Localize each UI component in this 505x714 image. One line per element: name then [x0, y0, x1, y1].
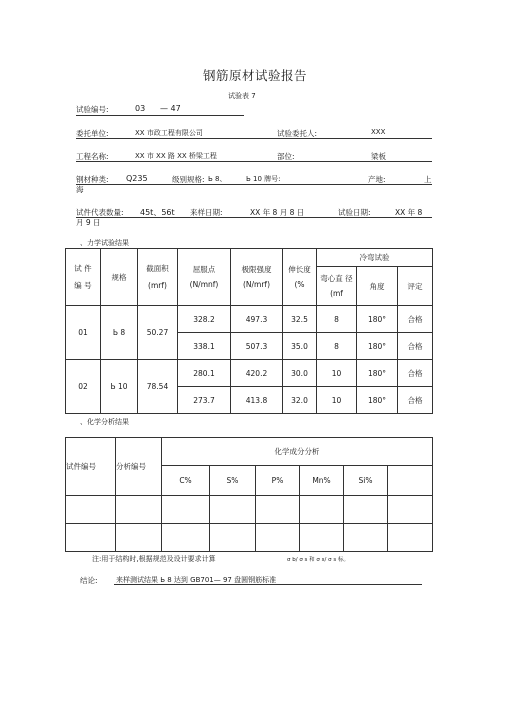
tensile-value: 413.8 [231, 387, 283, 414]
header-angle: 角度 [357, 267, 398, 306]
yield-value: 338.1 [178, 333, 231, 360]
table-row [66, 496, 433, 524]
rating-value: 合格 [398, 387, 433, 414]
header-bend-dia-a: 弯心直 径 [320, 274, 353, 283]
note-text: 注:用于结构时,根据规范及设计要求计算 [92, 555, 216, 563]
header-yield-b: (N/mnf) [189, 280, 219, 289]
chem-header-si: Si% [344, 466, 388, 496]
rating-value: 合格 [398, 360, 433, 387]
test-no-underline [76, 115, 244, 116]
header-elong-a: 伸长度 [288, 265, 311, 274]
grade-value: Ь 10 牌号: [246, 175, 281, 183]
test-date-label: 试验日期: [338, 208, 371, 217]
chem-cell [66, 524, 116, 552]
header-rating: 评定 [398, 267, 433, 306]
rating-value: 合格 [398, 333, 433, 360]
chem-cell [256, 524, 300, 552]
chem-header-blank [388, 466, 433, 496]
chem-table [65, 437, 433, 552]
elongation-value: 32.0 [283, 387, 317, 414]
chem-cell [300, 524, 344, 552]
header-yield-a: 屈服点 [192, 265, 216, 274]
header-tensile-a: 极限强度 [241, 265, 272, 274]
quantity-value: 45t、56t [140, 208, 175, 217]
tensile-value: 420.2 [231, 360, 283, 387]
quantity-label: 试件代表数量: [76, 208, 124, 217]
header-yield [178, 249, 231, 306]
conclusion-underline [114, 584, 422, 585]
header-specimen-b: 编 号 [74, 281, 92, 290]
header-bend-diameter [317, 267, 357, 306]
specimen-id: 02 [66, 360, 101, 414]
header-specimen [66, 249, 101, 306]
yield-value: 280.1 [178, 360, 231, 387]
chem-header-s: S% [210, 466, 256, 496]
spec-label: 级别规格: [172, 175, 205, 184]
origin-value-a: 上 [424, 175, 432, 184]
elongation-value: 32.5 [283, 306, 317, 333]
header-specimen-a: 试 件 [74, 264, 92, 273]
mech-table [65, 248, 433, 414]
chem-header-specimen: 试件编号 [66, 438, 116, 496]
test-date-value-b: 月 9 日 [76, 218, 101, 227]
specimen-id: 01 [66, 306, 101, 360]
project-label: 工程名称: [76, 152, 109, 161]
part-label: 部位: [277, 152, 295, 161]
bend-diameter-value: 8 [317, 306, 357, 333]
specimen-area: 78.54 [138, 360, 178, 414]
quantity-underline [76, 217, 432, 218]
client-underline [76, 138, 432, 139]
angle-value: 180° [357, 306, 398, 333]
project-value: XX 市 XX 路 XX 桥梁工程 [135, 152, 217, 160]
chem-header-mn: Mn% [300, 466, 344, 496]
angle-value: 180° [357, 387, 398, 414]
table-row [66, 360, 433, 387]
steel-label: 钢材种类: [76, 175, 109, 184]
conclusion-label: 结论: [80, 576, 98, 585]
specimen-area: 50.27 [138, 306, 178, 360]
chem-cell [256, 496, 300, 524]
angle-value: 180° [357, 360, 398, 387]
origin-value-b: 海 [76, 185, 84, 194]
bend-diameter-value: 10 [317, 387, 357, 414]
header-area-b: (mrf) [148, 281, 167, 290]
steel-underline [76, 184, 432, 185]
note-formula: σ b/ σ s 和 σ s/ σ s 标。 [287, 557, 349, 563]
table-row [66, 524, 433, 552]
bend-diameter-value: 8 [317, 333, 357, 360]
commissioner-value: XXX [371, 128, 386, 136]
chem-cell [210, 496, 256, 524]
chem-cell [388, 524, 433, 552]
chem-cell [210, 524, 256, 552]
chem-cell [300, 496, 344, 524]
sample-date-value: XX 年 8 月 8 日 [250, 208, 305, 217]
origin-label: 产地: [368, 175, 386, 184]
header-tensile [231, 249, 283, 306]
chem-cell [66, 496, 116, 524]
commissioner-label: 试验委托人: [277, 129, 318, 138]
header-elongation [283, 249, 317, 306]
yield-value: 273.7 [178, 387, 231, 414]
header-spec: 规格 [101, 249, 138, 306]
chem-cell [116, 496, 162, 524]
table-row [66, 306, 433, 333]
header-tensile-b: (N/mrf) [242, 280, 271, 289]
elongation-value: 30.0 [283, 360, 317, 387]
test-no-value-a: 03 [135, 104, 146, 113]
client-value: XX 市政工程有限公司 [135, 129, 203, 137]
header-bend-dia-b: (mf [330, 289, 343, 298]
rating-value: 合格 [398, 306, 433, 333]
angle-value: 180° [357, 333, 398, 360]
chem-section-title: 、化学分析结果 [80, 418, 129, 426]
chem-header-analysis-no: 分析编号 [116, 438, 162, 496]
report-title: 钢筋原材试验报告 [203, 68, 308, 83]
conclusion-value: 来样测试结果 Ь 8 达到 GB701— 97 盘圆钢筋标准 [116, 576, 277, 584]
specimen-spec: Ь 8 [101, 306, 138, 360]
chem-cell [162, 524, 210, 552]
yield-value: 328.2 [178, 306, 231, 333]
mech-section-title: 、力学试验结果 [80, 239, 129, 247]
chem-cell [162, 496, 210, 524]
test-no-label: 试验编号: [76, 105, 109, 114]
elongation-value: 35.0 [283, 333, 317, 360]
chem-header-c: C% [162, 466, 210, 496]
tensile-value: 507.3 [231, 333, 283, 360]
part-value: 梁板 [371, 152, 386, 161]
client-label: 委托单位: [76, 129, 109, 138]
header-bend-test: 冷弯试验 [317, 249, 433, 267]
header-area [138, 249, 178, 306]
chem-cell [344, 524, 388, 552]
chem-header-group: 化学成分分析 [162, 438, 433, 466]
header-area-a: 截面积 [146, 264, 169, 273]
test-no-value-b: — 47 [160, 104, 181, 113]
steel-value: Q235 [126, 174, 148, 183]
specimen-spec: Ь 10 [101, 360, 138, 414]
chem-cell [344, 496, 388, 524]
tensile-value: 497.3 [231, 306, 283, 333]
project-underline [76, 161, 432, 162]
sample-date-label: 来样日期: [190, 208, 223, 217]
chem-header-p: P% [256, 466, 300, 496]
form-number: 试验表 7 [228, 92, 256, 100]
header-elong-b: (% [294, 280, 305, 289]
chem-cell [388, 496, 433, 524]
spec-value: Ь 8、 [208, 175, 227, 183]
chem-cell [116, 524, 162, 552]
bend-diameter-value: 10 [317, 360, 357, 387]
test-date-value-a: XX 年 8 [395, 208, 423, 217]
